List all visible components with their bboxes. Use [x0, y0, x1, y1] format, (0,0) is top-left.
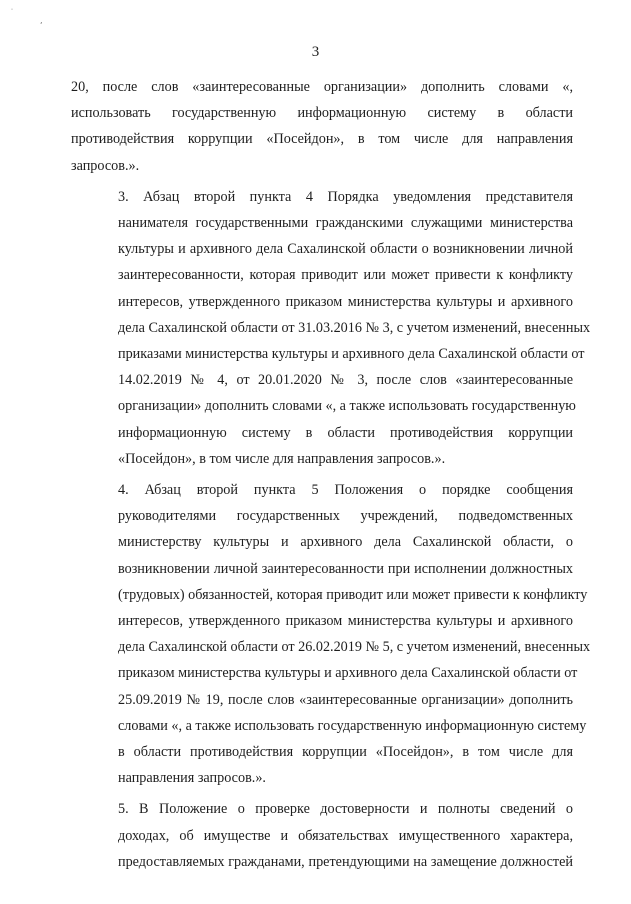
- text-line: запросов.».: [71, 157, 140, 174]
- text-line: организации» дополнить словами «, а также использовать государственную: [118, 398, 576, 415]
- text-line: «Посейдон», в том числе для направления запросов.».: [118, 450, 446, 467]
- text-line: дела Сахалинской области от 26.02.2019 № 5, с учетом изменений, внесенных: [118, 639, 591, 656]
- text-line: министерству культуры и архивного дела Сахалинской области, о: [118, 534, 573, 551]
- text-line: культуры и архивного дела Сахалинской области о возникновении личной: [118, 241, 573, 258]
- scan-speck-mark: ˙: [10, 8, 14, 17]
- text-line: (трудовых) обязанностей, которая приводит или может привести к конфликту: [118, 586, 588, 603]
- text-line: использовать государственную информационную систему в области: [71, 105, 573, 122]
- text-line: приказами министерства культуры и архивного дела Сахалинской области от: [118, 346, 585, 363]
- page-number: 3: [311, 44, 320, 60]
- text-line: 5. В Положение о проверке достоверности и полноты сведений о: [118, 801, 573, 818]
- text-line: направления запросов.».: [118, 770, 266, 787]
- scan-speck-mark: ,: [40, 16, 43, 25]
- text-line: 20, после слов «заинтересованные организации» дополнить словами «,: [71, 79, 573, 95]
- text-line: интересов, утвержденного приказом министерства культуры и архивного: [118, 613, 573, 630]
- text-line: противодействия коррупции «Посейдон», в том числе для направления: [71, 131, 573, 148]
- paragraph-p3: [71, 184, 591, 472]
- text-line: словами «, а также использовать государственную информационную систему: [118, 717, 587, 734]
- paragraph-p5: [71, 796, 573, 875]
- paragraph-p4: [71, 477, 591, 791]
- text-line: доходах, об имуществе и обязательствах имущественного характера,: [118, 827, 573, 844]
- text-line: 4. Абзац второй пункта 5 Положения о порядке сообщения: [118, 482, 573, 499]
- text-line: 25.09.2019 № 19, после слов «заинтересованные организации» дополнить: [118, 691, 573, 708]
- text-line: 14.02.2019 № 4, от 20.01.2020 № 3, после слов «заинтересованные: [118, 372, 573, 389]
- text-line: в области противодействия коррупции «Посейдон», в том числе для: [118, 744, 573, 761]
- paragraph-p-cont: [71, 74, 573, 179]
- text-line: приказом министерства культуры и архивного дела Сахалинской области от: [118, 665, 578, 682]
- text-line: руководителями государственных учреждений, подведомственных: [118, 508, 573, 525]
- text-line: 3. Абзац второй пункта 4 Порядка уведомления представителя: [118, 188, 573, 205]
- text-line: нанимателя государственными гражданскими служащими министерства: [118, 215, 573, 232]
- text-line: возникновении личной заинтересованности при исполнении должностных: [118, 560, 573, 577]
- document-body: [71, 74, 591, 875]
- text-line: предоставляемых гражданами, претендующими на замещение должностей: [118, 853, 573, 870]
- text-line: интересов, утвержденного приказом министерства культуры и архивного: [118, 293, 573, 310]
- text-line: информационную систему в области противодействия коррупции: [118, 424, 573, 441]
- text-line: дела Сахалинской области от 31.03.2016 № 3, с учетом изменений, внесенных: [118, 319, 591, 336]
- text-line: заинтересованности, которая приводит или может привести к конфликту: [118, 267, 573, 284]
